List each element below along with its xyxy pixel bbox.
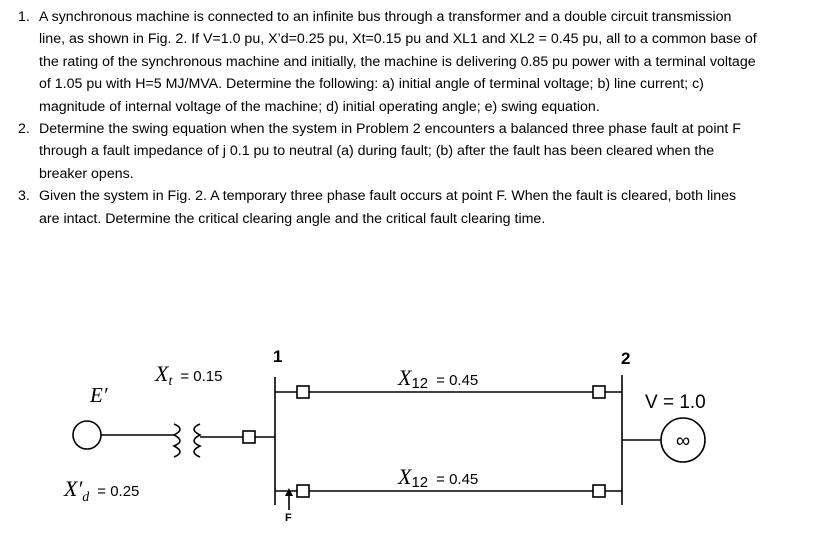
breaker-lower-right (593, 485, 605, 497)
problem-number: 3. (18, 188, 30, 205)
breaker-transformer (243, 431, 255, 443)
bus-2-label: 2 (621, 349, 631, 368)
transformer-primary-winding (174, 424, 180, 457)
reactance-label: X′d = 0.25 (64, 476, 140, 505)
fault-arrow-icon (285, 488, 293, 496)
breaker-upper-left (297, 386, 309, 398)
problem-text: A synchronous machine is connected to an infinite bus through a transformer and a double circuit transmission line, as shown in Fig. 2. If V=1.0 pu, X’d=0.25 pu, Xt=0.15 pu and XL1 and XL2 = 0.45 pu, all to a common base of the rating of the synchronous machine and initially, the machine is delivering 0.85 pu power with a terminal voltage of 1.05 pu with H=5 MJ/MVA. Determine the following: a) initial angle of terminal voltage; b) line current; c) magnitude of internal voltage of the machine; d) initial operating angle; e) swing equation. (39, 9, 757, 115)
problem-text: Given the system in Fig. 2. A temporary three phase fault occurs at point F. When the fault is cleared, both lines are intact. Determine the critical clearing angle and the critical fault clearing time. (39, 188, 737, 227)
problem-number: 2. (18, 121, 30, 138)
problem-text: Determine the swing equation when the system in Problem 2 encounters a balanced three phase fault at point F through a fault impedance of j 0.1 pu to neutral (a) during fault; (b) after the fault has been cleared when the breaker opens. (39, 121, 741, 182)
fault-label: F (285, 512, 292, 524)
bus-1-label: 1 (273, 347, 283, 366)
transformer-label: Xt = 0.15 (155, 361, 223, 389)
transformer-secondary-winding (194, 424, 200, 457)
infinite-symbol: ∞ (675, 430, 691, 452)
breaker-lower-left (297, 485, 309, 497)
generator-label: E′ (90, 383, 108, 407)
line-upper-label: X12 = 0.45 (398, 365, 479, 392)
line-lower-label: X12 = 0.45 (398, 464, 479, 491)
bus-voltage-label: V = 1.0 (645, 392, 706, 413)
breaker-upper-right (593, 386, 605, 398)
problem-number: 1. (18, 9, 30, 25)
generator-symbol (73, 421, 101, 449)
